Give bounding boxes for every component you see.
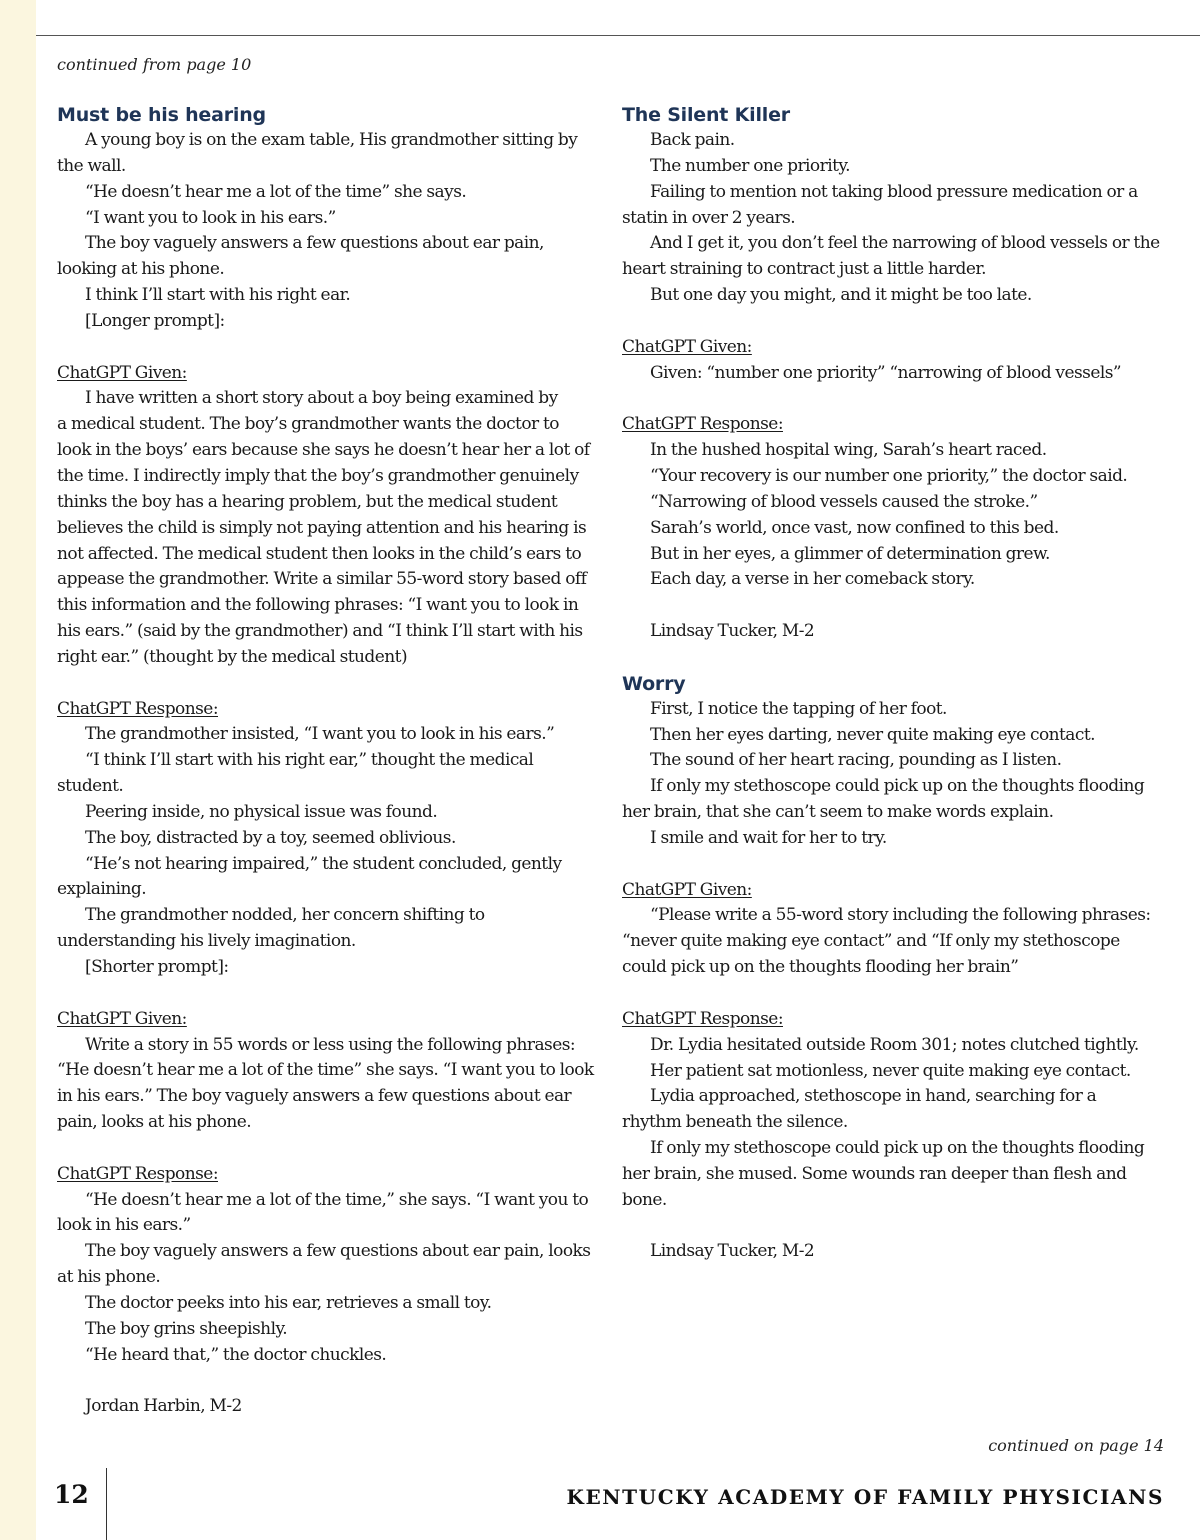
text-line: at his phone. bbox=[57, 1267, 161, 1288]
section-label: ChatGPT Given: bbox=[57, 1008, 187, 1029]
text-line: The grandmother insisted, “I want you to look in his ears.” bbox=[85, 724, 555, 745]
paragraph-gap bbox=[622, 645, 1167, 671]
text-line: “I think I’ll start with his right ear,” thought the medical bbox=[85, 750, 534, 771]
section-label: ChatGPT Given: bbox=[57, 362, 187, 383]
footer-divider bbox=[106, 1468, 107, 1540]
paragraph-gap bbox=[622, 981, 1167, 1007]
text-line: But one day you might, and it might be too late. bbox=[650, 285, 1032, 306]
continued-on-note: continued on page 14 bbox=[988, 1436, 1164, 1455]
text-line: The boy vaguely answers a few questions about ear pain, looks bbox=[85, 1241, 591, 1262]
text-line: Sarah’s world, once vast, now confined to this bed. bbox=[650, 517, 1059, 538]
text-line: Then her eyes darting, never quite making eye contact. bbox=[650, 724, 1095, 745]
left-column bbox=[57, 102, 595, 1420]
text-line: in his ears.” The boy vaguely answers a few questions about ear bbox=[57, 1086, 572, 1107]
text-line: rhythm beneath the silence. bbox=[622, 1112, 848, 1133]
text-line: look in his ears.” bbox=[57, 1215, 191, 1236]
text-line: “He doesn’t hear me a lot of the time” she says. “I want you to look bbox=[57, 1060, 594, 1081]
right-column bbox=[622, 102, 1167, 1265]
text-line: statin in over 2 years. bbox=[622, 207, 796, 228]
paragraph-gap bbox=[57, 671, 595, 697]
paragraph-gap bbox=[57, 1369, 595, 1395]
text-line: [Longer prompt]: bbox=[85, 310, 225, 331]
text-line: “He heard that,” the doctor chuckles. bbox=[85, 1344, 387, 1365]
text-line: this information and the following phrases: “I want you to look in bbox=[57, 595, 579, 616]
text-line: But in her eyes, a glimmer of determination grew. bbox=[650, 543, 1050, 564]
article-body bbox=[622, 128, 1167, 671]
text-line: The sound of her heart racing, pounding as I listen. bbox=[650, 750, 1062, 771]
article-section bbox=[622, 671, 1167, 1266]
text-line: “Your recovery is our number one priority,” the doctor said. bbox=[650, 465, 1128, 486]
text-line: “I want you to look in his ears.” bbox=[85, 207, 336, 228]
text-line: Dr. Lydia hesitated outside Room 301; notes clutched tightly. bbox=[650, 1034, 1139, 1055]
text-line: The boy, distracted by a toy, seemed oblivious. bbox=[85, 827, 456, 848]
text-line: Jordan Harbin, M-2 bbox=[85, 1396, 242, 1417]
text-line: The doctor peeks into his ear, retrieves a small toy. bbox=[85, 1292, 492, 1313]
text-line: Write a story in 55 words or less using the following phrases: bbox=[85, 1034, 576, 1055]
top-rule bbox=[36, 35, 1200, 36]
text-line: Peering inside, no physical issue was found. bbox=[85, 801, 438, 822]
text-line: look in the boys’ ears because she says he doesn’t hear her a lot of bbox=[57, 440, 590, 461]
text-line: The grandmother nodded, her concern shifting to bbox=[85, 905, 485, 926]
text-line: appease the grandmother. Write a similar 55-word story based off bbox=[57, 569, 587, 590]
article-heading: Must be his hearing bbox=[57, 104, 266, 126]
text-line: The boy grins sheepishly. bbox=[85, 1318, 288, 1339]
text-line: Lydia approached, stethoscope in hand, searching for a bbox=[650, 1086, 1097, 1107]
text-line: I have written a short story about a boy being examined by bbox=[85, 388, 558, 409]
text-line: Given: “number one priority” “narrowing of blood vessels” bbox=[650, 362, 1122, 383]
text-line: the wall. bbox=[57, 155, 126, 176]
text-line: A young boy is on the exam table, His grandmother sitting by bbox=[85, 130, 578, 150]
text-line: Her patient sat motionless, never quite making eye contact. bbox=[650, 1060, 1131, 1081]
text-line: The number one priority. bbox=[650, 155, 851, 176]
text-line: understanding his lively imagination. bbox=[57, 931, 356, 952]
text-line: the time. I indirectly imply that the boy’s grandmother genuinely bbox=[57, 465, 579, 486]
text-line: believes the child is simply not paying attention and his hearing is bbox=[57, 517, 587, 538]
text-line: “never quite making eye contact” and “If only my stethoscope bbox=[622, 931, 1120, 952]
paragraph-gap bbox=[622, 309, 1167, 335]
section-label: ChatGPT Given: bbox=[622, 336, 752, 357]
section-label: ChatGPT Response: bbox=[622, 1008, 783, 1029]
text-line: explaining. bbox=[57, 879, 147, 900]
text-line: “Narrowing of blood vessels caused the stroke.” bbox=[650, 491, 1038, 512]
text-line: “He’s not hearing impaired,” the student concluded, gently bbox=[85, 853, 562, 874]
text-line: Lindsay Tucker, M-2 bbox=[650, 1241, 815, 1262]
text-line: his ears.” (said by the grandmother) and “I think I’ll start with his bbox=[57, 621, 583, 642]
page-margin-strip bbox=[0, 0, 36, 1540]
text-line: If only my stethoscope could pick up on the thoughts flooding bbox=[650, 776, 1145, 797]
section-label: ChatGPT Response: bbox=[57, 698, 218, 719]
text-line: not affected. The medical student then looks in the child’s ears to bbox=[57, 543, 582, 564]
section-label: ChatGPT Response: bbox=[622, 414, 783, 435]
paragraph-gap bbox=[57, 335, 595, 361]
text-line: looking at his phone. bbox=[57, 259, 225, 280]
article-heading: Worry bbox=[622, 672, 686, 695]
text-line: right ear.” (thought by the medical student) bbox=[57, 646, 408, 667]
article-heading: The Silent Killer bbox=[622, 104, 790, 126]
text-line: a medical student. The boy’s grandmother wants the doctor to bbox=[57, 414, 559, 435]
text-line: Each day, a verse in her comeback story. bbox=[650, 569, 975, 590]
section-label: ChatGPT Response: bbox=[57, 1163, 218, 1184]
text-line: In the hushed hospital wing, Sarah’s heart raced. bbox=[650, 440, 1047, 461]
text-line: student. bbox=[57, 776, 124, 797]
text-line: “He doesn’t hear me a lot of the time” she says. bbox=[85, 181, 467, 202]
text-line: Lindsay Tucker, M-2 bbox=[650, 621, 815, 642]
continued-from-note: continued from page 10 bbox=[57, 55, 252, 74]
article-section bbox=[622, 102, 1167, 671]
text-line: heart straining to contract just a little harder. bbox=[622, 259, 986, 280]
paragraph-gap bbox=[57, 981, 595, 1007]
text-line: “He doesn’t hear me a lot of the time,” she says. “I want you to bbox=[85, 1189, 589, 1210]
paragraph-gap bbox=[57, 1136, 595, 1162]
text-line: [Shorter prompt]: bbox=[85, 957, 229, 977]
page-number: 12 bbox=[54, 1480, 89, 1509]
section-label: ChatGPT Given: bbox=[622, 879, 752, 900]
text-line: Back pain. bbox=[650, 130, 735, 150]
text-line: “Please write a 55-word story including the following phrases: bbox=[650, 905, 1151, 926]
text-line: her brain, she mused. Some wounds ran deeper than flesh and bbox=[622, 1163, 1127, 1184]
article-body bbox=[622, 697, 1167, 1266]
text-line: I smile and wait for her to try. bbox=[650, 827, 887, 848]
text-line: And I get it, you don’t feel the narrowing of blood vessels or the bbox=[650, 233, 1160, 254]
text-line: Failing to mention not taking blood pressure medication or a bbox=[650, 181, 1138, 202]
publication-title: KENTUCKY ACADEMY OF FAMILY PHYSICIANS bbox=[566, 1485, 1164, 1509]
text-line: her brain, that she can’t seem to make words explain. bbox=[622, 802, 1054, 823]
paragraph-gap bbox=[622, 852, 1167, 878]
text-line: could pick up on the thoughts flooding her brain” bbox=[622, 957, 1019, 978]
text-line: I think I’ll start with his right ear. bbox=[85, 285, 351, 306]
text-line: pain, looks at his phone. bbox=[57, 1112, 252, 1133]
text-line: If only my stethoscope could pick up on the thoughts flooding bbox=[650, 1138, 1145, 1159]
paragraph-gap bbox=[622, 386, 1167, 412]
paragraph-gap bbox=[622, 593, 1167, 619]
text-line: First, I notice the tapping of her foot. bbox=[650, 698, 947, 719]
article-body bbox=[57, 128, 595, 1420]
paragraph-gap bbox=[622, 1214, 1167, 1240]
text-line: thinks the boy has a hearing problem, but the medical student bbox=[57, 491, 558, 512]
text-line: The boy vaguely answers a few questions about ear pain, bbox=[85, 233, 544, 254]
text-line: bone. bbox=[622, 1189, 667, 1210]
